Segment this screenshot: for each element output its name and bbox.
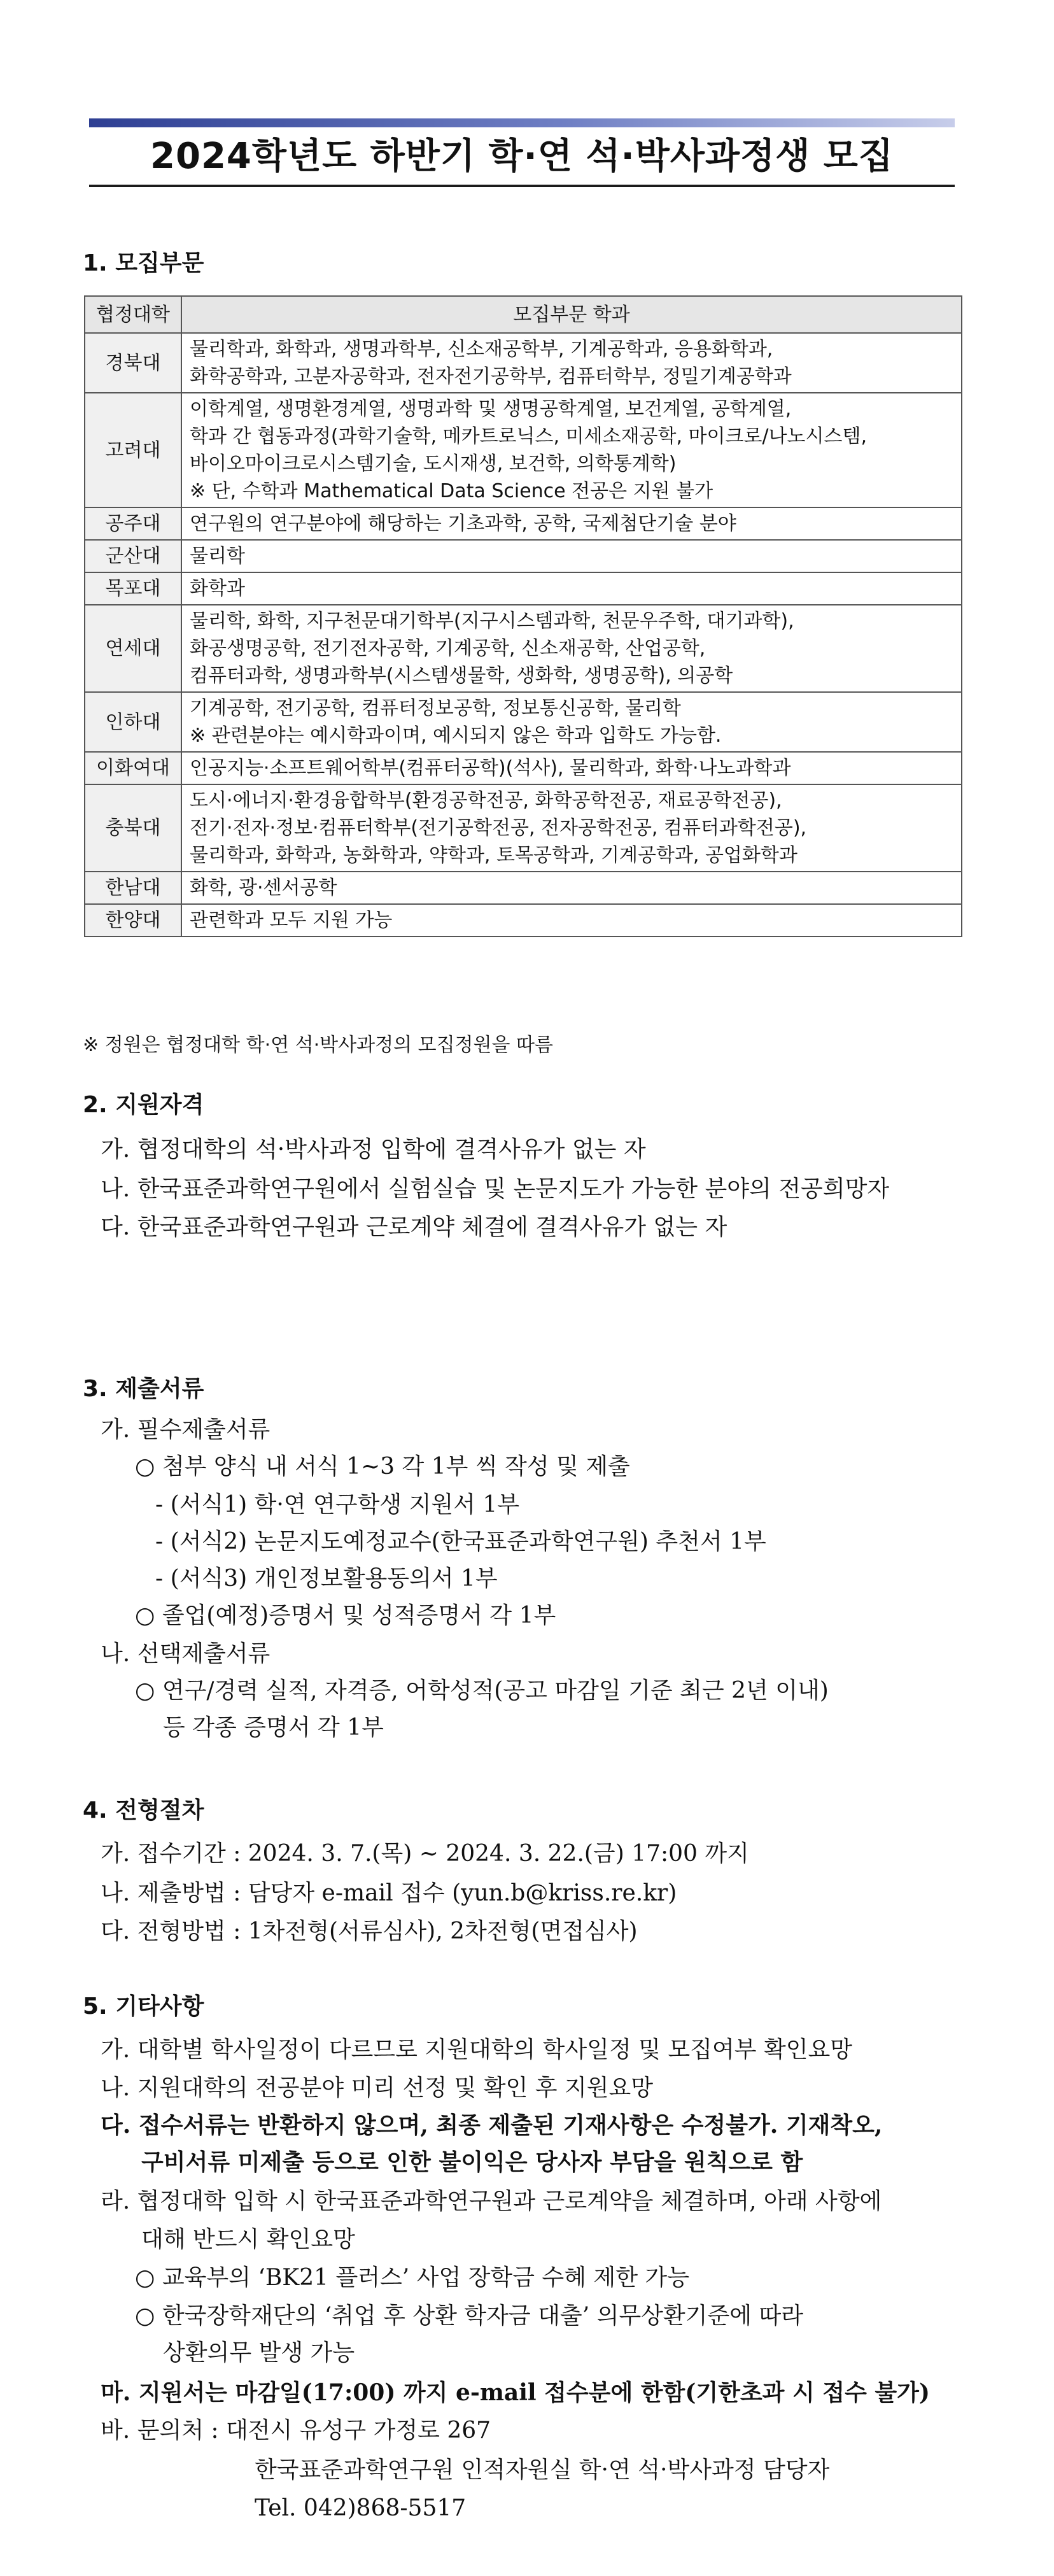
header-university: 협정대학 <box>85 296 181 333</box>
misc-line: ○ 교육부의 ‘BK21 플러스’ 사업 장학금 수혜 제한 가능 <box>135 2265 689 2291</box>
procedure-line: 다. 전형방법 : 1차전형(서류심사), 2차전형(면접심사) <box>101 1918 638 1944</box>
misc-line: 구비서류 미제출 등으로 인한 불이익은 당사자 부담을 원칙으로 함 <box>141 2149 803 2176</box>
departments-cell <box>181 333 962 393</box>
contact-line: 바. 문의처 : 대전시 유성구 가정로 267 <box>101 2417 491 2444</box>
department-line: 연구원의 연구분야에 해당하는 기초과학, 공학, 국제첨단기술 분야 <box>190 513 736 535</box>
university-cell: 경북대 <box>85 333 181 393</box>
documents-line: - (서식1) 학·연 연구학생 지원서 1부 <box>155 1492 520 1518</box>
table-row <box>85 507 962 540</box>
page-title: 2024학년도 하반기 학·연 석·박사과정생 모집 <box>150 136 894 177</box>
department-line: ※ 단, 수학과 Mathematical Data Science 전공은 지원 불가 <box>190 480 713 502</box>
table-row <box>85 333 962 393</box>
misc-line: 다. 접수서류는 반환하지 않으며, 최종 제출된 기재사항은 수정불가. 기재착오, <box>101 2112 883 2139</box>
university-cell: 연세대 <box>85 605 181 692</box>
section-4-title: 4. 전형절차 <box>83 1797 204 1823</box>
department-line: 화학과 <box>190 577 245 600</box>
department-line: ※ 관련분야는 예시학과이며, 예시되지 않은 학과 입학도 가능함. <box>190 725 722 747</box>
department-line: 물리학과, 화학과, 농화학과, 약학과, 토목공학과, 기계공학과, 공업화학과 <box>190 844 798 867</box>
department-line: 도시·에너지·환경융합학부(환경공학전공, 화학공학전공, 재료공학전공), <box>190 789 782 812</box>
departments-cell <box>181 572 962 605</box>
department-line: 관련학과 모두 지원 가능 <box>190 909 393 931</box>
departments-cell <box>181 540 962 572</box>
misc-line: 라. 협정대학 입학 시 한국표준과학연구원과 근로계약을 체결하며, 아래 사항에 <box>101 2188 882 2214</box>
department-line: 물리학, 화학, 지구천문대기학부(지구시스템과학, 천문우주학, 대기과학), <box>190 610 794 632</box>
table-row <box>85 393 962 507</box>
department-line: 화학공학과, 고분자공학과, 전자전기공학부, 컴퓨터학부, 정밀기계공학과 <box>190 365 792 388</box>
title-banner <box>89 118 955 190</box>
department-line: 화공생명공학, 전기전자공학, 기계공학, 신소재공학, 산업공학, <box>190 637 706 660</box>
department-line: 기계공학, 전기공학, 컴퓨터정보공학, 정보통신공학, 물리학 <box>190 697 681 719</box>
department-line: 전기·전자·정보·컴퓨터학부(전기공학전공, 전자공학전공, 컴퓨터과학전공), <box>190 817 807 839</box>
documents-line: - (서식3) 개인정보활용동의서 1부 <box>155 1566 498 1592</box>
section-3-title: 3. 제출서류 <box>83 1376 204 1402</box>
documents-line: 등 각종 증명서 각 1부 <box>163 1715 384 1741</box>
department-line: 화학, 광·센서공학 <box>190 877 337 899</box>
department-line: 학과 간 협동과정(과학기술학, 메카트로닉스, 미세소재공학, 마이크로/나노시스템, <box>190 425 867 448</box>
table-row <box>85 904 962 937</box>
misc-line: 상환의무 발생 가능 <box>163 2340 355 2366</box>
table-row <box>85 572 962 605</box>
university-cell: 군산대 <box>85 540 181 572</box>
contact-line: 한국표준과학연구원 인적자원실 학·연 석·박사과정 담당자 <box>255 2457 830 2483</box>
title-gradient-bar <box>89 118 955 127</box>
table-header-row <box>85 296 962 333</box>
documents-line: ○ 연구/경력 실적, 자격증, 어학성적(공고 마감일 기준 최근 2년 이내) <box>135 1678 829 1704</box>
header-departments: 모집부문 학과 <box>181 296 962 333</box>
eligibility-item: 나. 한국표준과학연구원에서 실험실습 및 논문지도가 가능한 분야의 전공희망자 <box>101 1176 890 1202</box>
university-cell: 목포대 <box>85 572 181 605</box>
university-cell: 고려대 <box>85 393 181 507</box>
eligibility-item: 가. 협정대학의 석·박사과정 입학에 결격사유가 없는 자 <box>101 1136 646 1163</box>
table-row <box>85 605 962 692</box>
university-cell: 이화여대 <box>85 752 181 784</box>
title-underline <box>89 185 955 187</box>
documents-line: ○ 첨부 양식 내 서식 1~3 각 1부 씩 작성 및 제출 <box>135 1454 630 1480</box>
university-cell: 인하대 <box>85 692 181 752</box>
department-line: 인공지능·소프트웨어학부(컴퓨터공학)(석사), 물리학과, 화학·나노과학과 <box>190 757 791 779</box>
table-row <box>85 872 962 904</box>
departments-cell <box>181 904 962 937</box>
departments-cell <box>181 507 962 540</box>
departments-cell <box>181 393 962 507</box>
procedure-line: 나. 제출방법 : 담당자 e-mail 접수 (yun.b@kriss.re.kr) <box>101 1880 677 1906</box>
documents-line: ○ 졸업(예정)증명서 및 성적증명서 각 1부 <box>135 1603 556 1629</box>
contact-phone: Tel. 042)868-5517 <box>255 2495 467 2521</box>
departments-cell <box>181 784 962 872</box>
university-cell: 공주대 <box>85 507 181 540</box>
table-row <box>85 784 962 872</box>
departments-cell <box>181 752 962 784</box>
department-line: 컴퓨터과학, 생명과학부(시스템생물학, 생화학, 생명공학), 의공학 <box>190 665 733 687</box>
departments-cell <box>181 872 962 904</box>
misc-line: 대해 반드시 확인요망 <box>141 2226 355 2253</box>
departments-cell <box>181 692 962 752</box>
university-cell: 한남대 <box>85 872 181 904</box>
department-line: 물리학과, 화학과, 생명과학부, 신소재공학부, 기계공학과, 응용화학과, <box>190 338 773 360</box>
university-cell: 충북대 <box>85 784 181 872</box>
table-row <box>85 692 962 752</box>
eligibility-item: 다. 한국표준과학연구원과 근로계약 체결에 결격사유가 없는 자 <box>101 1214 727 1240</box>
misc-line: 가. 대학별 학사일정이 다르므로 지원대학의 학사일정 및 모집여부 확인요망 <box>101 2037 853 2063</box>
university-cell: 한양대 <box>85 904 181 937</box>
documents-line: 나. 선택제출서류 <box>101 1641 271 1667</box>
department-line: 물리학 <box>190 545 245 567</box>
department-line: 바이오마이크로시스템기술, 도시재생, 보건학, 의학통계학) <box>190 453 677 475</box>
departments-cell <box>181 605 962 692</box>
table-note: ※ 정원은 협정대학 학·연 석·박사과정의 모집정원을 따름 <box>83 1034 553 1056</box>
section-1-title: 1. 모집부문 <box>83 250 204 276</box>
misc-line: 마. 지원서는 마감일(17:00) 까지 e-mail 접수분에 한함(기한초과 시 접수 불가) <box>101 2379 930 2406</box>
misc-line: ○ 한국장학재단의 ‘취업 후 상환 학자금 대출’ 의무상환기준에 따라 <box>135 2303 804 2329</box>
misc-line: 나. 지원대학의 전공분야 미리 선정 및 확인 후 지원요망 <box>101 2075 654 2101</box>
procedure-line: 가. 접수기간 : 2024. 3. 7.(목) ~ 2024. 3. 22.(금) 17:00 까지 <box>101 1841 749 1867</box>
documents-line: - (서식2) 논문지도예정교수(한국표준과학연구원) 추천서 1부 <box>155 1529 766 1555</box>
section-2-title: 2. 지원자격 <box>83 1092 204 1118</box>
table-row <box>85 752 962 784</box>
recruitment-table <box>84 295 962 937</box>
section-5-title: 5. 기타사항 <box>83 1993 204 2020</box>
documents-line: 가. 필수제출서류 <box>101 1417 271 1443</box>
table-row <box>85 540 962 572</box>
department-line: 이학계열, 생명환경계열, 생명과학 및 생명공학계열, 보건계열, 공학계열, <box>190 398 792 420</box>
